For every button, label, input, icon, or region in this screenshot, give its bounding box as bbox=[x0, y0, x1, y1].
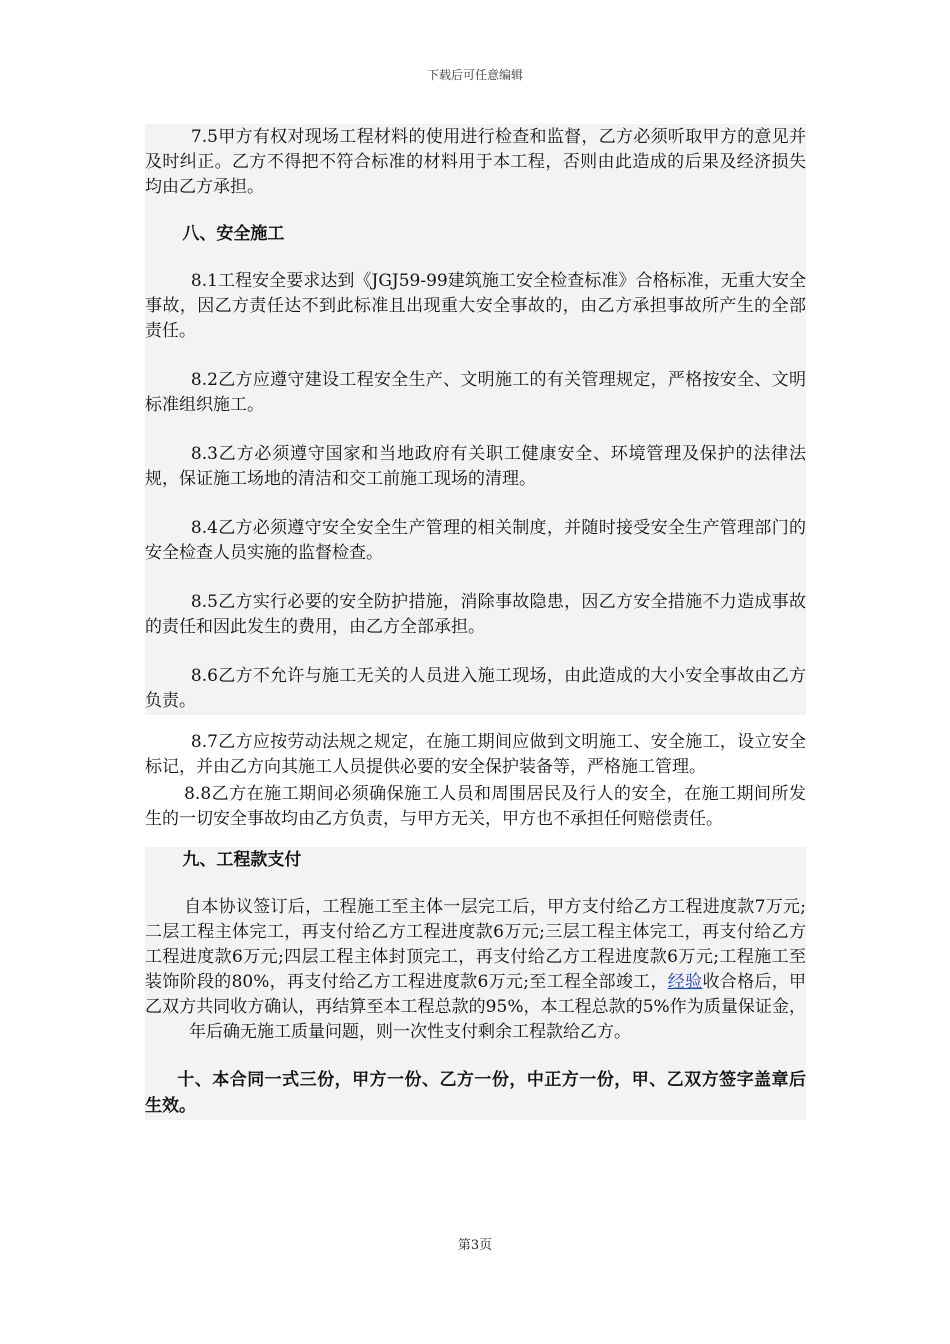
spacer bbox=[145, 248, 806, 268]
clause-7-5: 7.5甲方有权对现场工程材料的使用进行检查和监督，乙方必须听取甲方的意见并及时纠正。乙方不得把不符合标准的材料用于本工程，否则由此造成的后果及经济损失均由乙方承担。 bbox=[145, 124, 806, 201]
spacer bbox=[145, 567, 806, 589]
payment-text-part1: 自本协议签订后，工程施工至主体一层完工后，甲方支付给乙方工程进度款7万元;二层工程主体完工，再支付给乙方工程进度款6万元;三层工程主体完工，再支付给乙方工程进度款6万元;四层工程主体封顶完工，再支付给乙方工程进度款6万元;工程施工至装饰阶段的80%，再支付给乙方工程进度款6万元;至工程全部竣工， bbox=[145, 897, 806, 992]
spacer bbox=[145, 641, 806, 663]
experience-link[interactable]: 经验 bbox=[667, 972, 703, 992]
page-header: 下载后可任意编辑 bbox=[426, 68, 523, 82]
clause-8-6: 8.6乙方不允许与施工无关的人员进入施工现场，由此造成的大小安全事故由乙方负责。 bbox=[145, 663, 806, 715]
clause-8-4: 8.4乙方必须遵守安全安全生产管理的相关制度，并随时接受安全生产管理部门的安全检查人员实施的监督检查。 bbox=[145, 515, 806, 567]
section-10-statement: 十、本合同一式三份，甲方一份、乙方一份，中正方一份，甲、乙双方签字盖章后生效。 bbox=[145, 1066, 806, 1120]
page-number: 第3页 bbox=[457, 1238, 493, 1253]
spacer bbox=[145, 1046, 806, 1066]
clause-8-3: 8.3乙方必须遵守国家和当地政府有关职工健康安全、环境管理及保护的法律法规，保证施工场地的清洁和交工前施工现场的清理。 bbox=[145, 441, 806, 493]
document-body bbox=[145, 124, 806, 1120]
spacer bbox=[145, 833, 806, 847]
clause-8-5: 8.5乙方实行必要的安全防护措施，消除事故隐患，因乙方安全措施不力造成事故的责任和因此发生的费用，由乙方全部承担。 bbox=[145, 589, 806, 641]
clause-8-8: 8.8乙方在施工期间必须确保施工人员和周围居民及行人的安全，在施工期间所发生的一切安全事故均由乙方负责，与甲方无关，甲方也不承担任何赔偿责任。 bbox=[145, 781, 806, 833]
spacer bbox=[145, 345, 806, 367]
section-9-heading: 九、工程款支付 bbox=[145, 847, 806, 874]
spacer bbox=[145, 715, 806, 729]
spacer bbox=[145, 493, 806, 515]
spacer bbox=[145, 201, 806, 221]
spacer bbox=[145, 874, 806, 894]
clause-8-2: 8.2乙方应遵守建设工程安全生产、文明施工的有关管理规定，严格按安全、文明标准组织施工。 bbox=[145, 367, 806, 419]
spacer bbox=[145, 419, 806, 441]
section-8-heading: 八、安全施工 bbox=[145, 221, 806, 248]
clause-8-1: 8.1工程安全要求达到《JGJ59-99建筑施工安全检查标准》合格标准，无重大安全事故，因乙方责任达不到此标准且出现重大安全事故的，由乙方承担事故所产生的全部责任。 bbox=[145, 268, 806, 345]
payment-text-part3: 年后确无施工质量问题，则一次性支付剩余工程款给乙方。 bbox=[189, 1022, 631, 1042]
payment-text-part2: 收合格后，甲乙双方共同收方确认，再结算至本工程总款的95%，本工程总款的5%作为质量保证金， bbox=[145, 972, 807, 1017]
clause-9-payment bbox=[145, 894, 806, 1046]
clause-8-7: 8.7乙方应按劳动法规之规定，在施工期间应做到文明施工、安全施工，设立安全标记，并由乙方向其施工人员提供必要的安全保护装备等，严格施工管理。 bbox=[145, 729, 806, 781]
